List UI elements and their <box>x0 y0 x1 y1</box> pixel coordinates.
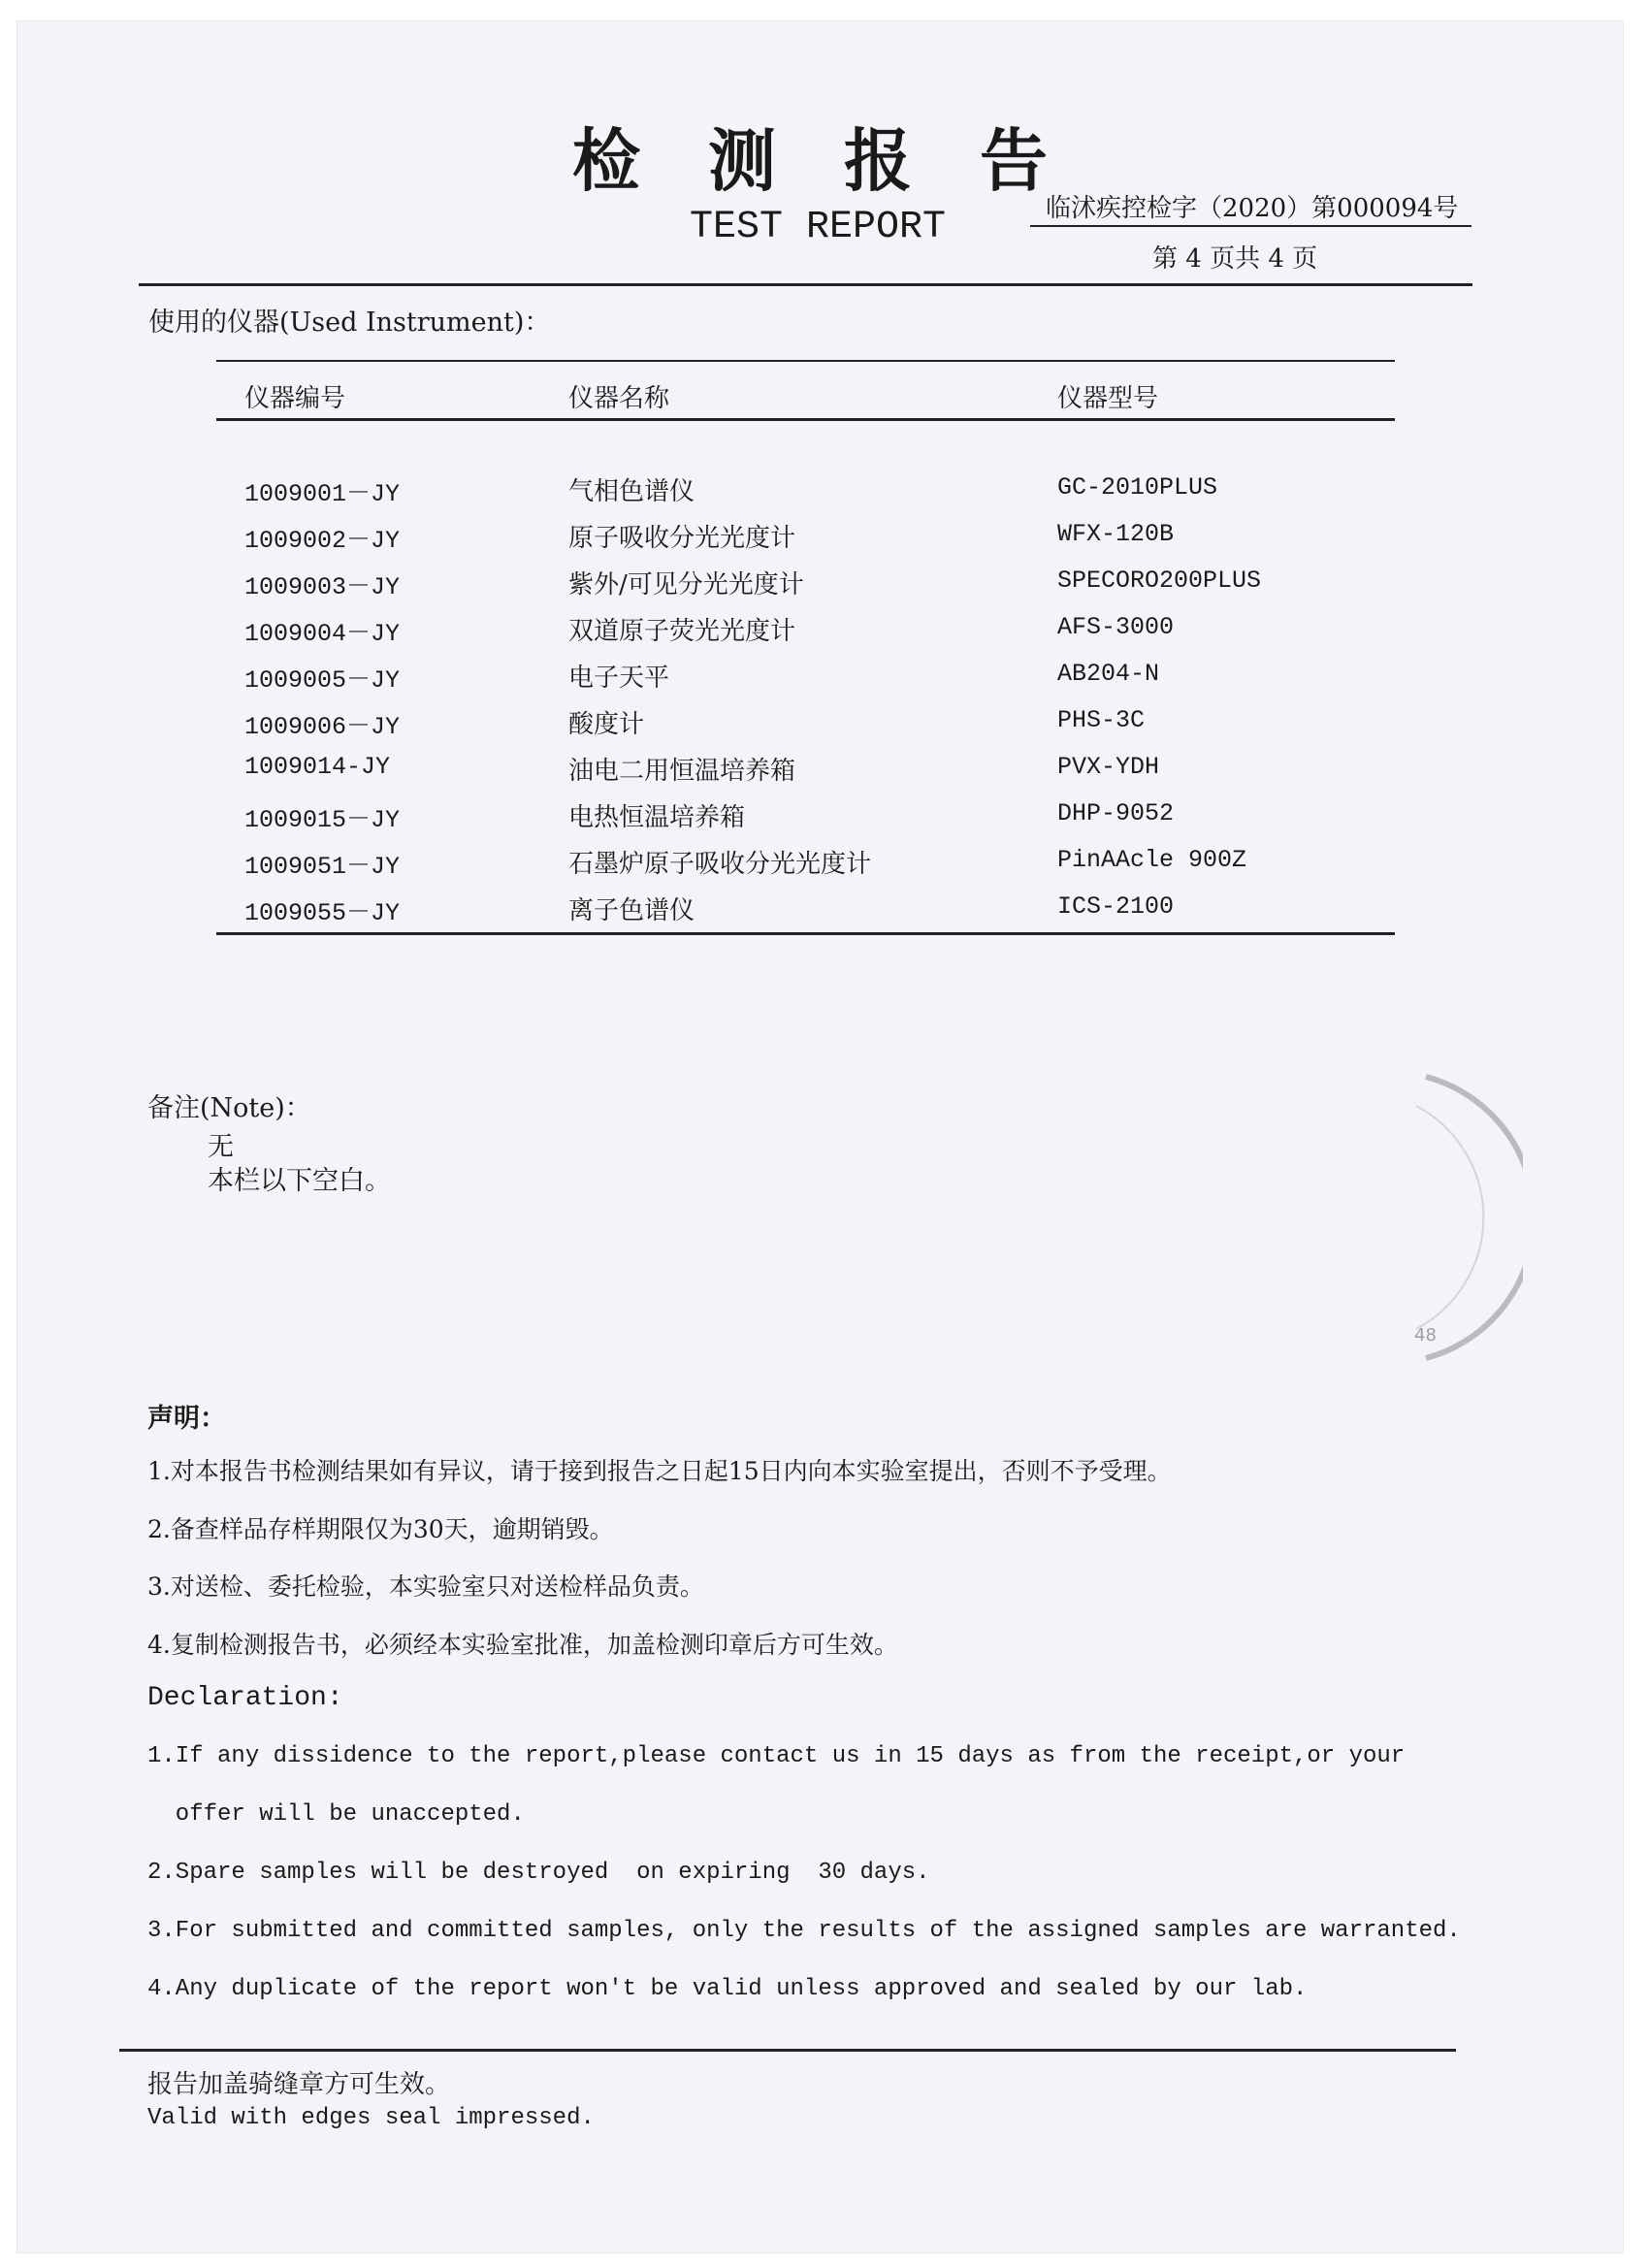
report-title-cn: 检测报告 <box>572 120 1116 201</box>
instrument-model: PinAAcle 900Z <box>1057 846 1247 874</box>
instrument-model: AFS-3000 <box>1057 613 1175 641</box>
declaration-en-item: 2.Spare samples will be destroyed on expiring 30 days. <box>147 1860 930 1886</box>
instrument-name: 双道原子荧光光度计 <box>568 617 796 646</box>
note-label: 备注(Note)： <box>147 1093 311 1123</box>
declaration-en-item: offer will be unaccepted. <box>147 1801 525 1828</box>
instrument-name: 酸度计 <box>568 710 645 739</box>
instrument-id: 1009001－JY <box>244 480 401 508</box>
instrument-id: 1009005－JY <box>244 666 401 695</box>
instrument-model: ICS-2100 <box>1057 892 1175 921</box>
instrument-model: SPECORO200PLUS <box>1057 567 1262 595</box>
declaration-cn-item: 2.备查样品存样期限仅为30天，逾期销毁。 <box>147 1515 614 1543</box>
footer-note-cn: 报告加盖骑缝章方可生效。 <box>147 2070 451 2099</box>
header-divider <box>139 283 1472 286</box>
instrument-name: 电子天平 <box>568 664 670 693</box>
instrument-model: DHP-9052 <box>1057 799 1175 827</box>
declaration-en-item: 4.Any duplicate of the report won't be valid unless approved and sealed by our lab. <box>147 1976 1308 2002</box>
instrument-name: 离子色谱仪 <box>568 896 695 925</box>
declaration-cn-title: 声明： <box>147 1404 226 1434</box>
column-header-name: 仪器名称 <box>568 384 670 413</box>
footer-divider <box>119 2049 1456 2052</box>
page-info: 第 4 页共 4 页 <box>1152 244 1318 274</box>
declaration-cn-item: 3.对送检、委托检验，本实验室只对送检样品负责。 <box>147 1572 704 1601</box>
instrument-id: 1009014-JY <box>244 753 391 781</box>
instrument-model: PVX-YDH <box>1057 753 1160 781</box>
report-number-underline <box>1030 225 1471 227</box>
instrument-id: 1009055－JY <box>244 899 401 927</box>
instrument-id: 1009002－JY <box>244 527 401 555</box>
table-bottom-rule <box>216 932 1395 935</box>
column-header-model: 仪器型号 <box>1057 384 1159 413</box>
instrument-id: 1009003－JY <box>244 573 401 601</box>
declaration-en-item: 3.For submitted and committed samples, only the results of the assigned samples are warranted. <box>147 1918 1461 1944</box>
declaration-en-title: Declaration: <box>147 1683 343 1713</box>
instrument-name: 油电二用恒温培养箱 <box>568 757 796 786</box>
note-blank-statement: 本栏以下空白。 <box>208 1166 391 1196</box>
seal-fragment-text: 48 <box>1414 1325 1437 1345</box>
declaration-en-item: 1.If any dissidence to the report,please contact us in 15 days as from the receipt,or your <box>147 1743 1406 1769</box>
note-text: 无 <box>208 1132 234 1162</box>
instrument-name: 原子吸收分光光度计 <box>568 524 796 553</box>
instrument-model: WFX-120B <box>1057 520 1175 548</box>
instrument-id: 1009006－JY <box>244 713 401 741</box>
instrument-id: 1009051－JY <box>244 853 401 881</box>
instrument-name: 石墨炉原子吸收分光光度计 <box>568 850 872 879</box>
instrument-name: 电热恒温培养箱 <box>568 803 746 832</box>
instrument-id: 1009015－JY <box>244 806 401 834</box>
instrument-model: PHS-3C <box>1057 706 1146 734</box>
instrument-model: AB204-N <box>1057 660 1160 688</box>
declaration-cn-item: 4.复制检测报告书，必须经本实验室批准，加盖检测印章后方可生效。 <box>147 1631 898 1659</box>
table-top-rule <box>216 360 1395 362</box>
instrument-model: GC-2010PLUS <box>1057 473 1218 502</box>
column-header-id: 仪器编号 <box>244 384 346 413</box>
footer-note-en: Valid with edges seal impressed. <box>147 2105 595 2131</box>
official-seal-fragment <box>1387 1067 1523 1377</box>
declaration-cn-item: 1.对本报告书检测结果如有异议，请于接到报告之日起15日内向本实验室提出，否则不予受理。 <box>147 1457 1172 1485</box>
instrument-name: 气相色谱仪 <box>568 477 695 506</box>
instruments-section-label: 使用的仪器(Used Instrument)： <box>148 308 551 338</box>
table-header-rule <box>216 418 1395 421</box>
instrument-name: 紫外/可见分光光度计 <box>568 570 804 599</box>
instrument-id: 1009004－JY <box>244 620 401 648</box>
report-title-en: TEST REPORT <box>690 206 947 249</box>
report-number: 临沭疾控检字（2020）第000094号 <box>1046 194 1459 223</box>
